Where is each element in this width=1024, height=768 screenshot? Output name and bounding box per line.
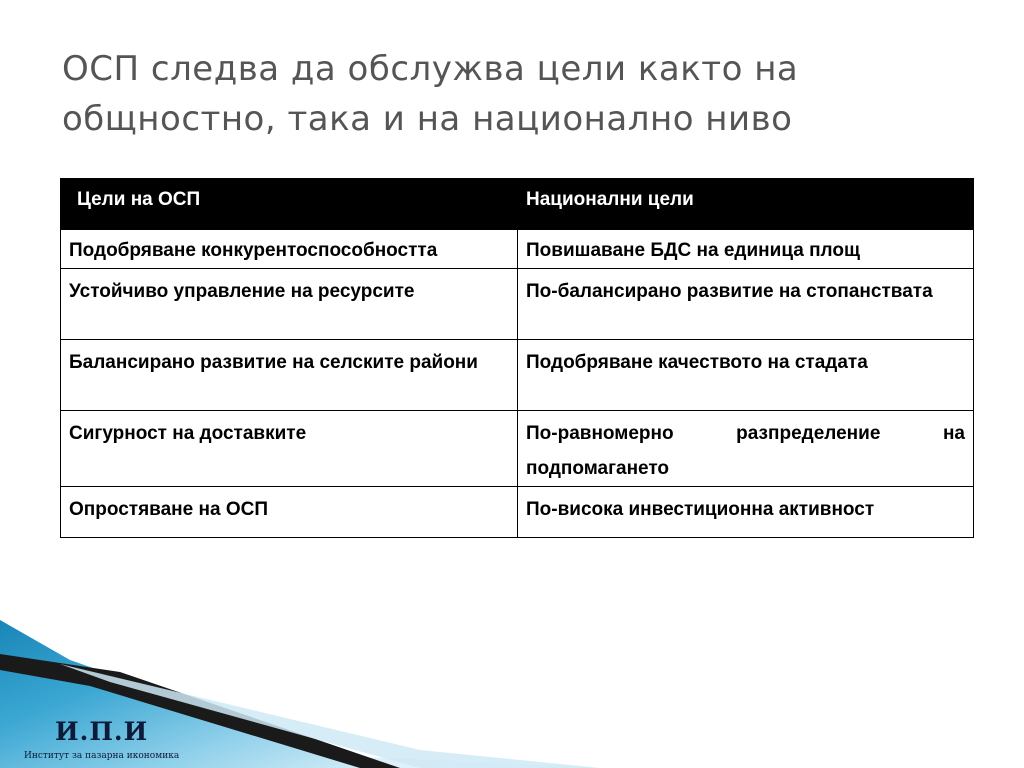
table-row: [61, 230, 974, 269]
national-goal-cell: По-равномерно разпределение на подпомагането: [518, 411, 974, 487]
table-row: [61, 269, 974, 340]
goals-table: [60, 178, 974, 538]
slide-title-line-2: общностно, така и на национално ниво: [62, 99, 793, 139]
national-goal-cell: По-балансирано развитие на стопанствата: [518, 269, 974, 340]
footer-decoration: [0, 620, 1024, 768]
header-national-goals: Национални цели: [518, 179, 974, 230]
institute-logo: И.П.И: [55, 717, 149, 746]
table-row: [61, 411, 974, 487]
national-goal-cell: Повишаване БДС на единица площ: [518, 230, 974, 269]
table-row: [61, 487, 974, 538]
slide-title: [62, 44, 982, 144]
cap-goal-cell: Устойчиво управление на ресурсите: [61, 269, 518, 340]
cap-goal-cell: Опростяване на ОСП: [61, 487, 518, 538]
national-goal-cell: Подобряване качеството на стадата: [518, 340, 974, 411]
table-header-row: [61, 179, 974, 230]
national-goal-cell: По-висока инвестиционна активност: [518, 487, 974, 538]
slide-title-line-1: ОСП следва да обслужва цели както на: [62, 49, 799, 89]
cap-goal-cell: Подобряване конкурентоспособността: [61, 230, 518, 269]
cap-goal-cell: Балансирано развитие на селските райони: [61, 340, 518, 411]
table-row: [61, 340, 974, 411]
header-cap-goals: Цели на ОСП: [61, 179, 518, 230]
cap-goal-cell: Сигурност на доставките: [61, 411, 518, 487]
institute-name: Институт за пазарна икономика: [24, 751, 180, 761]
